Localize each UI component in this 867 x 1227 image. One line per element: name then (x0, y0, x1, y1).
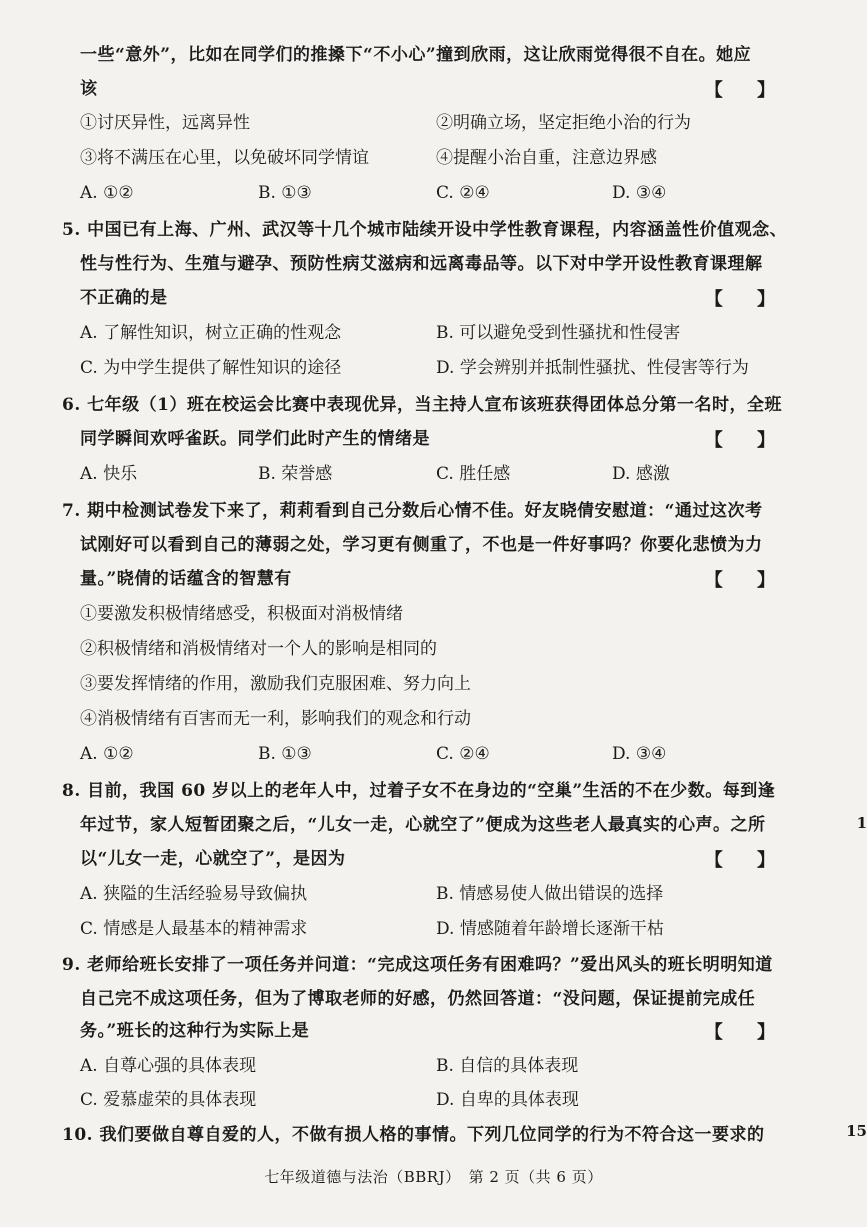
q4-stem-line: 该 (80, 79, 98, 99)
q6-option-d: D. 感激 (612, 464, 670, 484)
q4-option-c: C. ②④ (436, 183, 490, 203)
q7-statement: ①要激发积极情绪感受，积极面对消极情绪 (80, 604, 403, 624)
q6-option-c: C. 胜任感 (436, 464, 511, 484)
answer-bracket: 【 】 (704, 850, 789, 871)
q9-option-a: A. 自尊心强的具体表现 (80, 1056, 257, 1076)
answer-bracket: 【 】 (704, 289, 789, 310)
q8-option-d: D. 情感随着年龄增长逐渐干枯 (436, 919, 664, 939)
q5-option-d: D. 学会辨别并抵制性骚扰、性侵害等行为 (436, 358, 749, 378)
q9-option-d: D. 自卑的具体表现 (436, 1090, 579, 1110)
q7-option-a: A. ①② (80, 744, 134, 764)
q7-statement: ②积极情绪和消极情绪对一个人的影响是相同的 (80, 639, 437, 659)
answer-bracket: 【 】 (704, 430, 789, 451)
q8-stem-line: 8. 目前，我国 60 岁以上的老年人中，过着子女不在身边的“空巢”生活的不在少数。每到逢 (62, 781, 776, 801)
q5-stem-line: 5. 中国已有上海、广州、武汉等十几个城市陆续开设中学性教育课程，内容涵盖性价值观念、 (62, 220, 788, 240)
q6-option-b: B. 荣誉感 (258, 464, 333, 484)
q7-stem-line: 量。”晓倩的话蕴含的智慧有 (80, 569, 292, 589)
q5-stem-line: 不正确的是 (80, 288, 168, 308)
edge-mark: 15 (846, 1122, 867, 1140)
q8-stem-line: 以“儿女一走，心就空了”，是因为 (80, 849, 346, 869)
answer-bracket: 【 】 (704, 1022, 789, 1043)
q9-stem-line: 务。”班长的这种行为实际上是 (80, 1021, 310, 1041)
q9-stem-line: 自己完不成这项任务，但为了博取老师的好感，仍然回答道：“没问题，保证提前完成任 (80, 989, 756, 1009)
q4-option-d: D. ③④ (612, 183, 667, 203)
answer-bracket: 【 】 (704, 80, 789, 101)
q4-option-b: B. ①③ (258, 183, 312, 203)
q6-stem-line: 6. 七年级（1）班在校运会比赛中表现优异，当主持人宣布该班获得团体总分第一名时，全班 (62, 395, 782, 415)
q8-option-a: A. 狭隘的生活经验易导致偏执 (80, 884, 308, 904)
q9-stem-line: 9. 老师给班长安排了一项任务并问道：“完成这项任务有困难吗？”爱出风头的班长明明知道 (62, 955, 773, 975)
page-footer: 七年级道德与法治（BBRJ） 第 2 页（共 6 页） (264, 1168, 603, 1186)
q5-option-c: C. 为中学生提供了解性知识的途径 (80, 358, 342, 378)
q5-stem-line: 性与性行为、生殖与避孕、预防性病艾滋病和远离毒品等。以下对中学开设性教育课理解 (80, 254, 763, 274)
q7-statement: ④消极情绪有百害而无一利，影响我们的观念和行动 (80, 709, 471, 729)
q6-stem-line: 同学瞬间欢呼雀跃。同学们此时产生的情绪是 (80, 429, 430, 449)
q4-option-a: A. ①② (80, 183, 134, 203)
q6-option-a: A. 快乐 (80, 464, 138, 484)
q7-option-b: B. ①③ (258, 744, 312, 764)
q7-stem-line: 试刚好可以看到自己的薄弱之处，学习更有侧重了，不也是一件好事吗？你要化悲愤为力 (80, 535, 763, 555)
q7-option-c: C. ②④ (436, 744, 490, 764)
q4-stem-line: 一些“意外”，比如在同学们的推搡下“不小心”撞到欣雨，这让欣雨觉得很不自在。她应 (80, 45, 752, 65)
q8-option-b: B. 情感易使人做出错误的选择 (436, 884, 664, 904)
q7-statement: ③要发挥情绪的作用，激励我们克服困难、努力向上 (80, 674, 471, 694)
answer-bracket: 【 】 (704, 570, 789, 591)
q5-option-a: A. 了解性知识，树立正确的性观念 (80, 323, 342, 343)
q4-statement: ③将不满压在心里，以免破坏同学情谊 (80, 148, 369, 168)
q9-option-b: B. 自信的具体表现 (436, 1056, 579, 1076)
q5-option-b: B. 可以避免受到性骚扰和性侵害 (436, 323, 681, 343)
q9-option-c: C. 爱慕虚荣的具体表现 (80, 1090, 257, 1110)
q10-stem-line: 10. 我们要做自尊自爱的人，不做有损人格的事情。下列几位同学的行为不符合这一要求的 (62, 1125, 765, 1145)
edge-mark: 1 (856, 814, 867, 832)
q4-statement: ①讨厌异性，远离异性 (80, 113, 250, 133)
q8-option-c: C. 情感是人最基本的精神需求 (80, 919, 308, 939)
q8-stem-line: 年过节，家人短暂团聚之后，“儿女一走，心就空了”便成为这些老人最真实的心声。之所 (80, 815, 766, 835)
q7-stem-line: 7. 期中检测试卷发下来了，莉莉看到自己分数后心情不佳。好友晓倩安慰道：“通过这次考 (62, 501, 763, 521)
q7-option-d: D. ③④ (612, 744, 667, 764)
q4-statement: ②明确立场，坚定拒绝小治的行为 (436, 113, 691, 133)
q4-statement: ④提醒小治自重，注意边界感 (436, 148, 657, 168)
